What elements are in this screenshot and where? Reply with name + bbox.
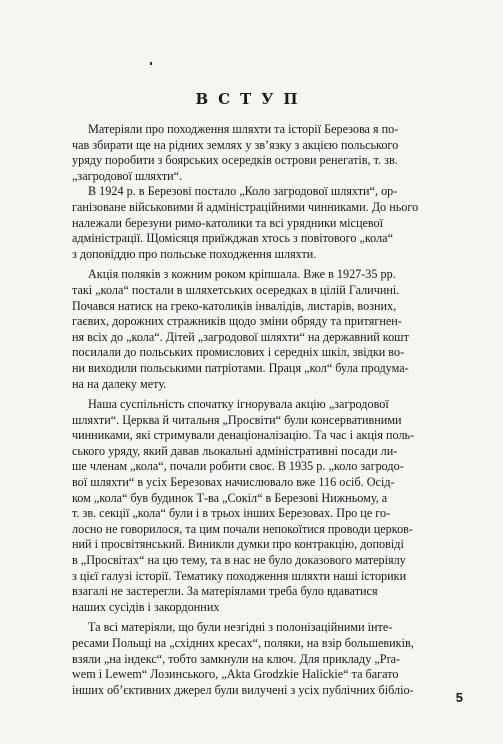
text-line: такі „кола“ постали в шляхетських осередках в цілій Галичині. [72, 282, 400, 297]
text-line: взяли „на індекс“, тобто замкнули на ключ. Для прикладу „Pra- [72, 651, 401, 666]
text-line: ний і просвітянський. Виникли думки про контракцію, доповіді [72, 537, 404, 552]
text-line: Наша суспільність спочатку ігнорувала акцію „загродової [88, 397, 389, 412]
text-line: адміністрації. Щомісяця приїжджав хтось з повітового „кола“ [72, 231, 394, 246]
page-number: 5 [455, 690, 463, 705]
text-line: В 1924 р. в Березові постало „Коло загродової шляхти“, ор- [88, 184, 398, 199]
text-line: уряду поробити з боярських осередків острови ренегатів, т. зв. [72, 153, 398, 168]
text-line: ни виходили польськими патріотами. Праця „кол“ була продума- [72, 360, 409, 375]
text-line: ше членам „кола“, почали робити своє. В 1935 р. „коло загродо- [72, 459, 404, 474]
chapter-title: ВСТУП [195, 90, 308, 108]
text-line: з доповіддю про польське походження шляхти. [72, 246, 317, 261]
text-line: Та всі матеріяли, що були незгідні з полонізаційними інте- [88, 620, 393, 635]
text-line: взагалі не застерегли. За матеріялами треба було вдаватися [72, 584, 378, 599]
text-line: ком „кола“ був будинок Т-ва „Сокіл“ в Березові Нижньому, а [72, 490, 388, 505]
text-line: Акція поляків з кожним роком кріпшала. Вже в 1927-35 рр. [88, 267, 396, 282]
text-line: ганізоване військовими й адміністраційними чинниками. До нього [72, 199, 419, 214]
ink-speck [150, 62, 152, 65]
text-line: лосно не говорилося, та цим почали непокоїтися проводи церков- [72, 521, 413, 536]
text-line: інших об’єктивних джерел були вилучені з усіх публічних бібліо- [72, 682, 414, 697]
text-line: гаєвих, дорожних стражників щодо зміни обряду та притягнен- [72, 314, 402, 329]
text-line: чав збирати ще на рідних землях у зв’язку з акцією польського [72, 137, 399, 152]
text-line: належали березуни римо-католики та всі урядники місцевої [72, 215, 384, 230]
text-line: ресами Польщі на „східних кресах“, поляки, на взір большевиків, [72, 636, 414, 650]
body-text [72, 122, 438, 698]
text-line: з цієї галузі історії. Тематику походження шляхти наші історики [72, 568, 407, 583]
text-line: наших сусідів і закордонних [72, 599, 220, 614]
text-line: на на далеку мету. [72, 376, 167, 391]
text-line: чинниками, які стримували денаціоналізацію. Та час і акція поль- [72, 428, 415, 443]
text-line: вої шляхти“ в усіх Березовах начислювало вже 116 осіб. Осід- [72, 475, 395, 490]
text-line: т. зв. секції „кола“ були і в трьох інших Березовах. Про це го- [72, 506, 391, 521]
text-line: wem i Lewem“ Лозинського, „Akta Grodzkie Halickie“ та багато [72, 667, 399, 682]
text-line: посилали до польських промислових і середніх шкіл, звідки во- [72, 345, 405, 360]
text-line: ня всіх до „кола“. Дітей „загродової шляхти“ на державний кошт [72, 329, 409, 344]
text-line: Почався натиск на греко-католиків інвалідів, листарів, возних, [72, 298, 397, 313]
text-line: Матеріяли про походження шляхти та історії Березова я по- [88, 122, 399, 136]
text-line: ського уряду, який давав льокальні адміністративні посади ли- [72, 443, 398, 458]
text-line: в „Просвітах“ на цю тему, та в нас не було доказового матеріялу [72, 553, 406, 568]
text-line: шляхти“. Церква й читальня „Просвіти“ були консервативними [72, 412, 402, 427]
text-line: „загродової шляхти“. [72, 168, 183, 183]
